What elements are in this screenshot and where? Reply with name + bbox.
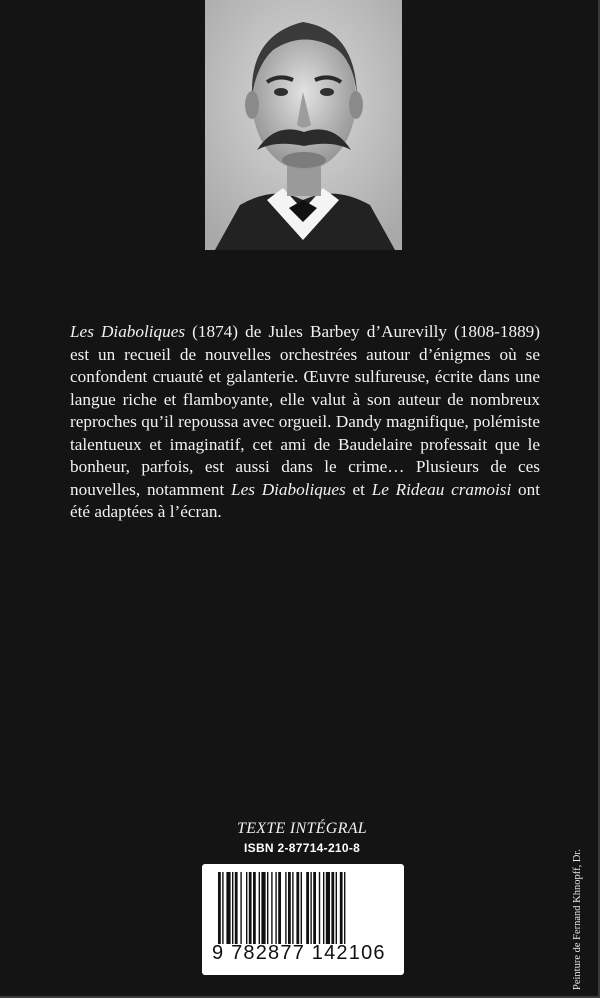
summary-text-1: (1874) de Jules Barbey d’Aurevilly (1808-1889) est un recueil de nouvelles orchestrées autour d’énigmes où se confondent cruauté et galanterie. Œuvre sulfureuse, écrite dans une langue riche et flamboyante, elle valut à son auteur de nombreux reproches qu’il repoussa avec orgueil. Dandy magnifique, polémiste talentueux et imaginatif, cet ami de Baudelaire professait que le bonheur, parfois, est aussi dans le crime… Plusieurs de ces nouvelles, notamment: [70, 322, 540, 499]
isbn-number: ISBN 2-87714-210-8: [244, 841, 361, 855]
book-title-3: Le Rideau cramoisi: [371, 479, 512, 499]
book-title-2: Les Diaboliques: [231, 479, 346, 499]
barcode: [202, 864, 404, 975]
summary-text-2: et: [345, 479, 372, 499]
book-summary: [70, 321, 540, 524]
painting-credit: Peinture de Fernand Khnopff, Dr.: [572, 849, 583, 990]
edition-label: TEXTE INTÉGRAL: [237, 820, 367, 837]
book-title-1: Les Diaboliques: [70, 322, 186, 341]
barcode-bars-icon: [216, 872, 390, 944]
summary-text-3: ont été adaptées à l’écran.: [70, 479, 541, 521]
barcode-digits: 9 782877 142106: [212, 942, 386, 964]
author-portrait: [205, 0, 402, 250]
